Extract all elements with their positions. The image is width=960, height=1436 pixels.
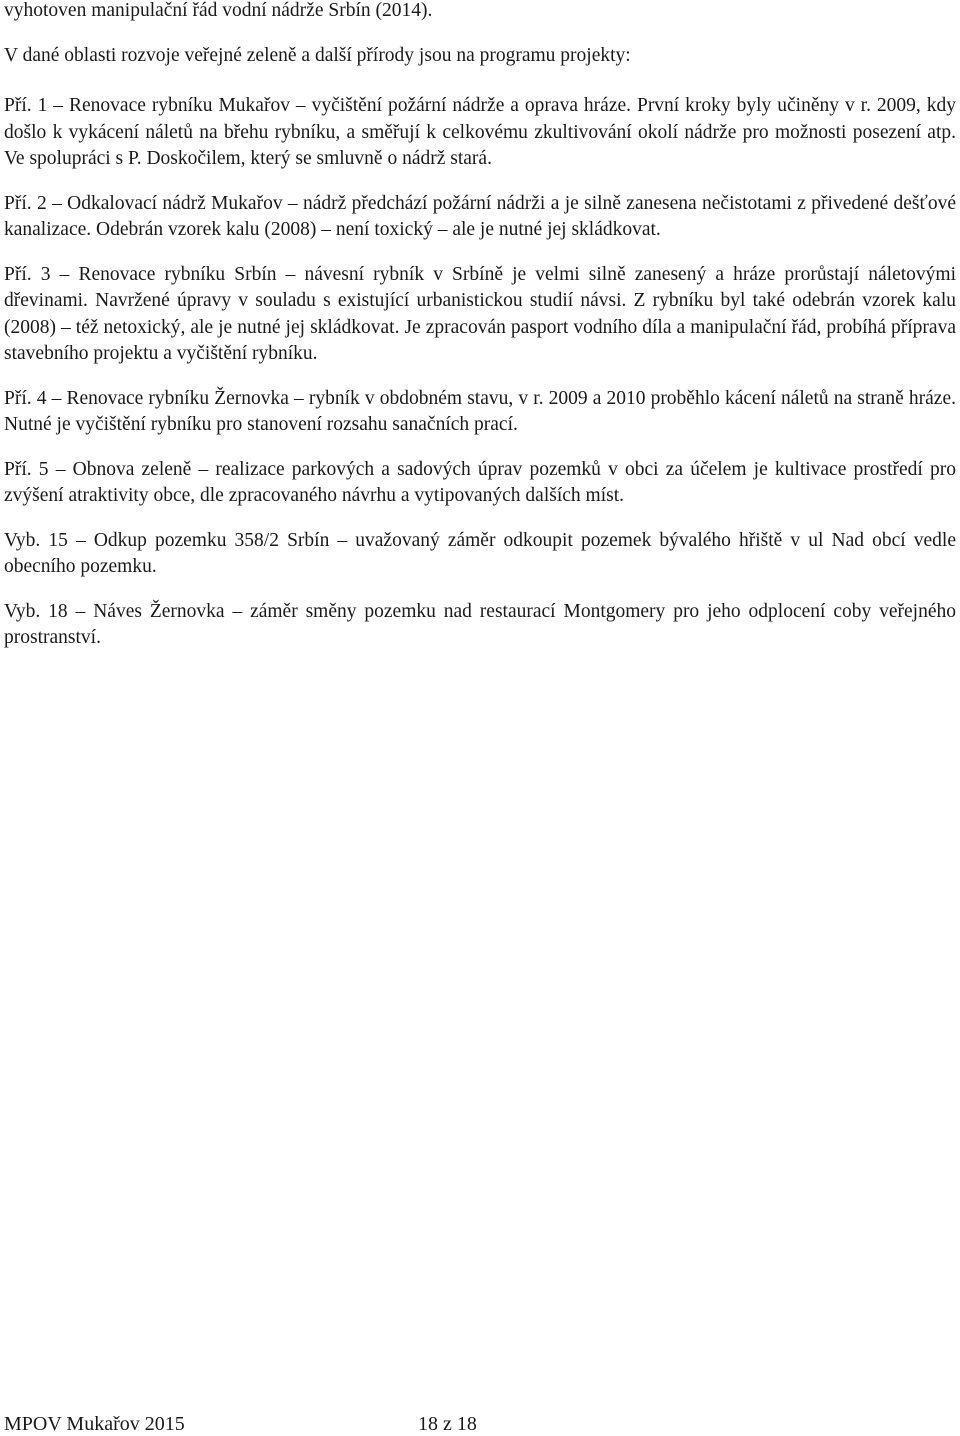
footer-document-title: MPOV Mukařov 2015 xyxy=(4,1413,185,1435)
paragraph-intro: V dané oblasti rozvoje veřejné zeleně a další přírody jsou na programu projekty: xyxy=(4,44,631,66)
footer-page-number: 18 z 18 xyxy=(418,1413,477,1435)
paragraph-item-pri-5: Pří. 5 – Obnova zeleně – realizace parkových a sadových úprav pozemků v obci za účelem je kultivace prostředí pro zvýšení atraktivity obce, dle zpracovaného návrhu a vytipovaných dalších míst. xyxy=(4,458,956,506)
paragraph-item-pri-4: Pří. 4 – Renovace rybníku Žernovka – rybník v obdobném stavu, v r. 2009 a 2010 proběhlo kácení náletů na straně hráze. Nutné je vyčištění rybníku pro stanovení rozsahu sanačních prací. xyxy=(4,387,956,435)
paragraph-item-pri-2: Pří. 2 – Odkalovací nádrž Mukařov – nádrž předchází požární nádrži a je silně zanesena nečistotami z přivedené dešťové kanalizace. Odebrán vzorek kalu (2008) – není toxický – ale je nutné jej skládkovat. xyxy=(4,192,956,240)
paragraph-item-pri-3: Pří. 3 – Renovace rybníku Srbín – návesní rybník v Srbíně je velmi silně zanesený a hráze prorůstají náletovými dřevinami. Navržené úpravy v souladu s existující urbanistickou studií návsi. Z rybníku byl také odebrán vzorek kalu (2008) – též netoxický, ale je nutné jej skládkovat. Je zpracován pasport vodního díla a manipulační řád, probíhá příprava stavebního projektu a vyčištění rybníku. xyxy=(4,263,956,364)
paragraph-item-vyb-15: Vyb. 15 – Odkup pozemku 358/2 Srbín – uvažovaný záměr odkoupit pozemek bývalého hřiště v ul Nad obcí vedle obecního pozemku. xyxy=(4,529,956,577)
paragraph-item-pri-1: Pří. 1 – Renovace rybníku Mukařov – vyčištění požární nádrže a oprava hráze. První kroky byly učiněny v r. 2009, kdy došlo k vykácení náletů na břehu rybníku, a směřují k celkovému zkultivování okolí nádrže pro možnosti posezení atp. Ve spolupráci s P. Doskočilem, který se smluvně o nádrž stará. xyxy=(4,95,956,169)
paragraph-item-vyb-18: Vyb. 18 – Náves Žernovka – záměr směny pozemku nad restaurací Montgomery pro jeho odplocení coby veřejného prostranství. xyxy=(4,600,956,648)
paragraph-continuation: vyhotoven manipulační řád vodní nádrže Srbín (2014). xyxy=(4,0,433,21)
document-body xyxy=(4,0,956,652)
